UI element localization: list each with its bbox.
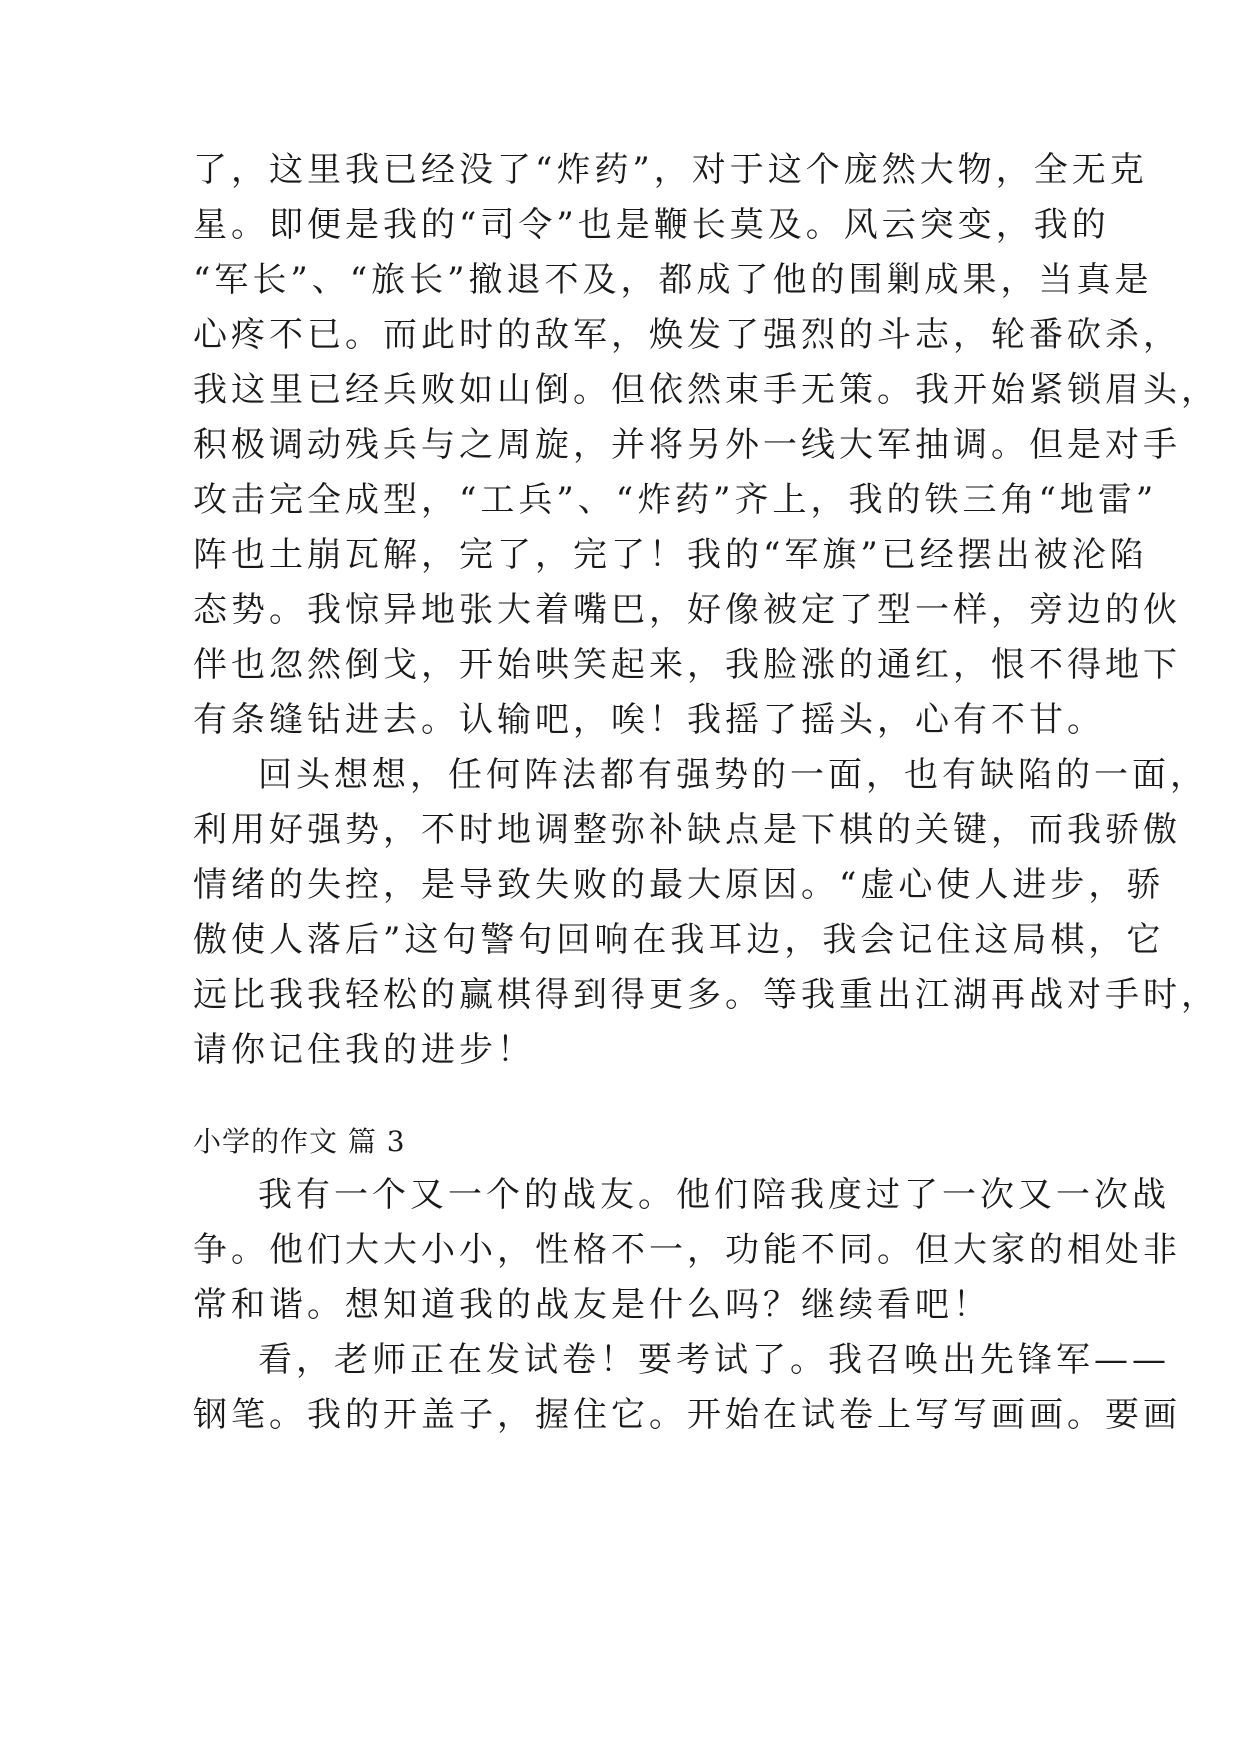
text-line: 请你记住我的进步！ bbox=[193, 1030, 535, 1070]
text-line: 伴也忽然倒戈，开始哄笑起来，我脸涨的通红，恨不得地下 bbox=[193, 645, 1181, 685]
section-title: 小学的作文 篇 3 bbox=[193, 1125, 406, 1158]
text-line: 情绪的失控，是导致失败的最大原因。“虚心使人进步，骄 bbox=[193, 865, 1165, 905]
paragraph-first-line: 我有一个又一个的战友。他们陪我度过了一次又一次战 bbox=[258, 1175, 1170, 1215]
text-line: 星。即便是我的“司令”也是鞭长莫及。风云突变，我的 bbox=[193, 205, 1110, 245]
paragraph-first-line: 回头想想，任何阵法都有强势的一面，也有缺陷的一面， bbox=[258, 755, 1208, 795]
text-line: 远比我我轻松的赢棋得到得更多。等我重出江湖再战对手时， bbox=[193, 975, 1219, 1015]
text-line: 有条缝钻进去。认输吧，唉！我摇了摇头，心有不甘。 bbox=[193, 700, 1105, 740]
text-line: 了，这里我已经没了“炸药”，对于这个庞然大物，全无克 bbox=[193, 150, 1148, 190]
text-line: 我这里已经兵败如山倒。但依然束手无策。我开始紧锁眉头， bbox=[193, 370, 1219, 410]
text-line: 态势。我惊异地张大着嘴巴，好像被定了型一样，旁边的伙 bbox=[193, 590, 1181, 630]
text-line: “军长”、“旅长”撤退不及，都成了他的围剿成果，当真是 bbox=[193, 260, 1153, 300]
text-line: 常和谐。想知道我的战友是什么吗？继续看吧！ bbox=[193, 1285, 991, 1325]
text-line: 傲使人落后”这句警句回响在我耳边，我会记住这局棋，它 bbox=[193, 920, 1165, 960]
text-line: 利用好强势，不时地调整弥补缺点是下棋的关键，而我骄傲 bbox=[193, 810, 1181, 850]
text-line: 钢笔。我的开盖子，握住它。开始在试卷上写写画画。要画 bbox=[193, 1395, 1181, 1435]
paragraph-first-line: 看，老师正在发试卷！要考试了。我召唤出先锋军—— bbox=[258, 1340, 1170, 1380]
text-line: 心疼不已。而此时的敌军，焕发了强烈的斗志，轮番砍杀， bbox=[193, 315, 1181, 355]
text-line: 积极调动残兵与之周旋，并将另外一线大军抽调。但是对手 bbox=[193, 425, 1181, 465]
text-line: 阵也土崩瓦解，完了，完了！我的“军旗”已经摆出被沦陷 bbox=[193, 535, 1148, 575]
text-line: 争。他们大大小小，性格不一，功能不同。但大家的相处非 bbox=[193, 1230, 1181, 1270]
text-line: 攻击完全成型，“工兵”、“炸药”齐上，我的铁三角“地雷” bbox=[193, 480, 1158, 520]
